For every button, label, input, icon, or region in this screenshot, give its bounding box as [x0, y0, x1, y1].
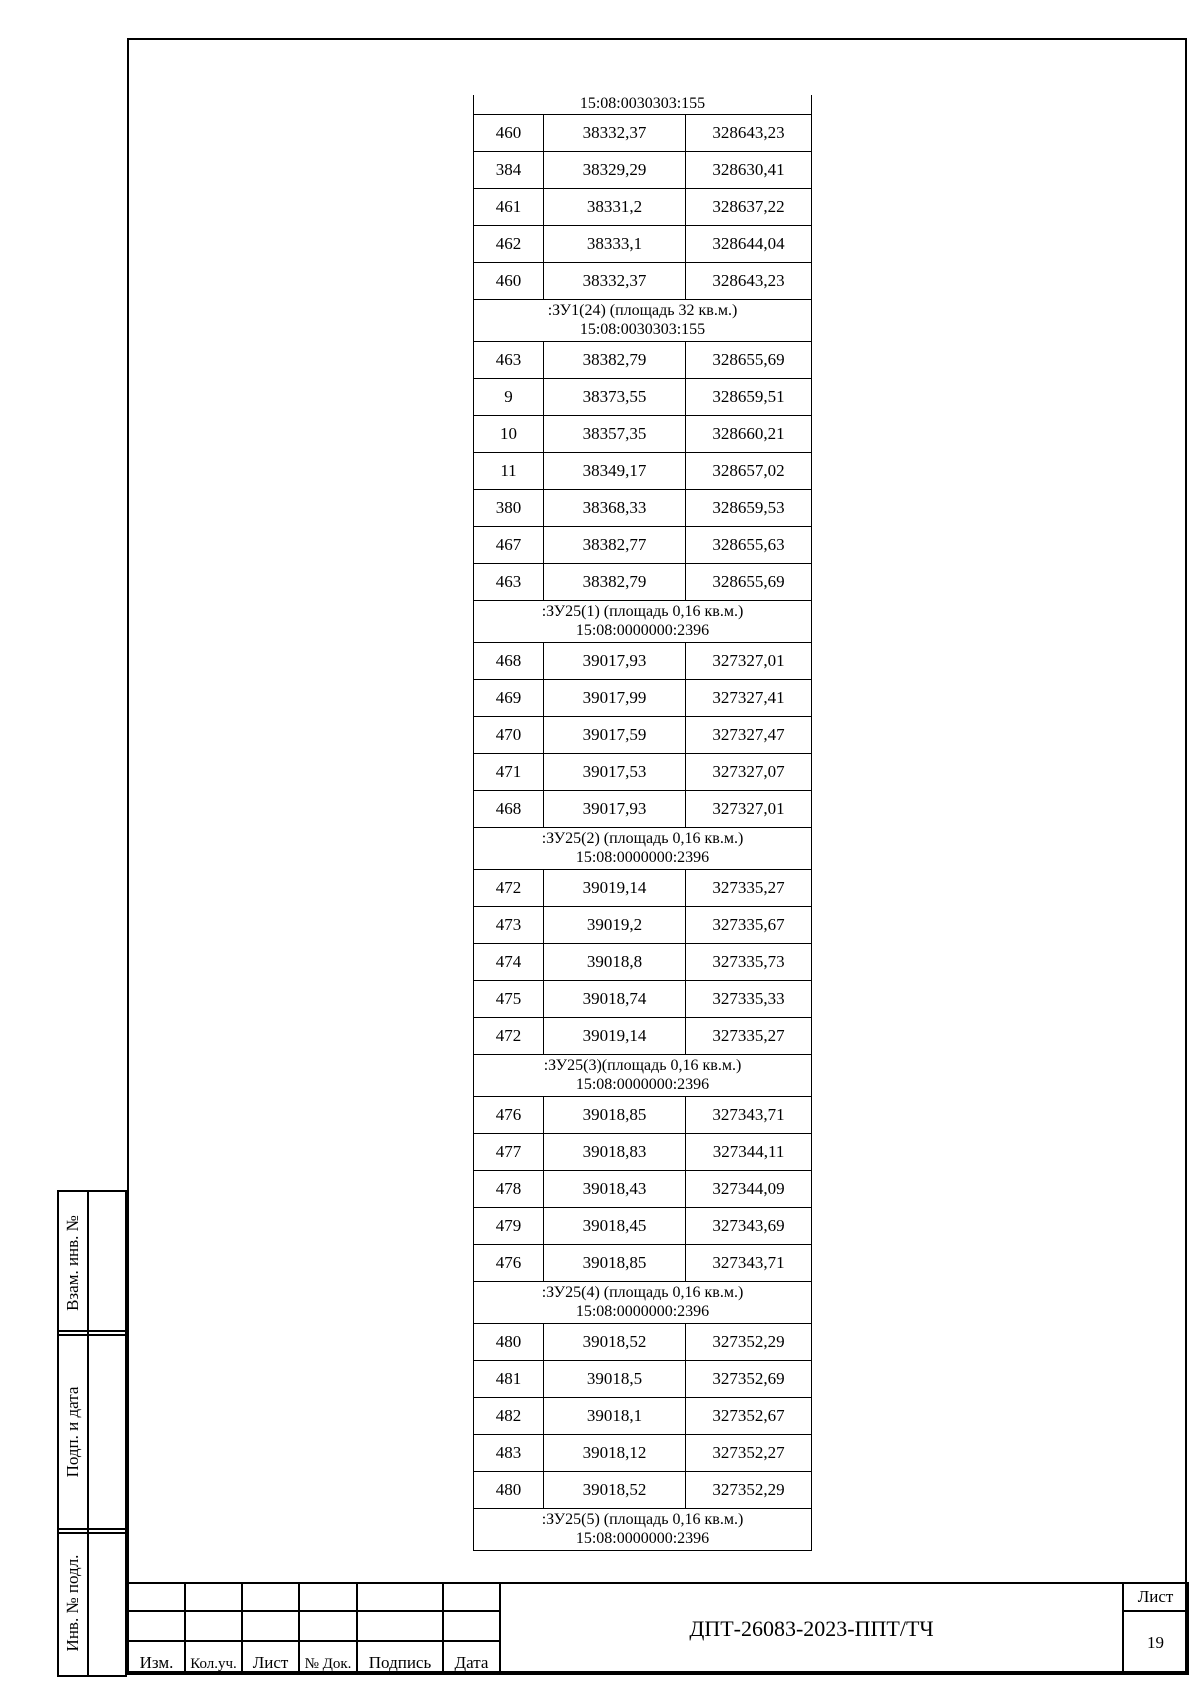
table-row: [474, 717, 812, 754]
section-header-row: [474, 828, 812, 870]
table-row: [474, 152, 812, 189]
coord-y: 327352,69: [686, 1361, 812, 1398]
table-row: [474, 1171, 812, 1208]
point-number: 476: [474, 1097, 544, 1134]
table-row: [474, 791, 812, 828]
section-header-row: [474, 1055, 812, 1097]
point-number: 460: [474, 115, 544, 152]
coord-y: 327327,41: [686, 680, 812, 717]
coord-x: 38329,29: [544, 152, 686, 189]
section-header-line: :ЗУ1(24) (площадь 32 кв.м.): [547, 302, 738, 319]
section-header: [474, 1282, 812, 1324]
coord-x: 39018,8: [544, 944, 686, 981]
table-row: [474, 342, 812, 379]
coord-x: 39017,99: [544, 680, 686, 717]
coord-x: 39019,14: [544, 870, 686, 907]
coord-y: 327352,67: [686, 1398, 812, 1435]
coord-y: 328643,23: [686, 115, 812, 152]
coord-y: 327352,29: [686, 1472, 812, 1509]
table-row: [474, 453, 812, 490]
section-header: [474, 1055, 812, 1097]
col-n-dok: № Док.: [299, 1641, 357, 1674]
table-row: [474, 1134, 812, 1171]
coord-x: 38332,37: [544, 263, 686, 300]
coord-x: 38373,55: [544, 379, 686, 416]
table-row: [474, 643, 812, 680]
coord-y: 327344,09: [686, 1171, 812, 1208]
section-header: [474, 1509, 812, 1551]
point-number: 462: [474, 226, 544, 263]
table-row: [474, 1398, 812, 1435]
point-number: 471: [474, 754, 544, 791]
point-number: 468: [474, 643, 544, 680]
inv-podl-label: Инв. № подл.: [63, 1554, 82, 1651]
point-number: 467: [474, 527, 544, 564]
section-header-line: 15:08:0000000:2396: [575, 1530, 710, 1547]
title-block: [127, 1582, 1189, 1675]
section-header-line: :ЗУ25(5) (площадь 0,16 кв.м.): [541, 1511, 744, 1528]
section-header: [474, 828, 812, 870]
coord-x: 38382,79: [544, 342, 686, 379]
coord-x: 39018,74: [544, 981, 686, 1018]
vzam-inv-label: Взам. инв. №: [63, 1215, 82, 1311]
coord-y: 327343,71: [686, 1097, 812, 1134]
coord-y: 328630,41: [686, 152, 812, 189]
coord-x: 38332,37: [544, 115, 686, 152]
coord-y: 328659,51: [686, 379, 812, 416]
coord-x: 39018,83: [544, 1134, 686, 1171]
table-row: [474, 944, 812, 981]
point-number: 473: [474, 907, 544, 944]
section-header-line: :ЗУ25(2) (площадь 0,16 кв.м.): [541, 830, 744, 847]
table-row: [474, 1097, 812, 1134]
col-list: Лист: [242, 1641, 299, 1674]
coord-y: 327335,67: [686, 907, 812, 944]
coord-y: 327335,73: [686, 944, 812, 981]
coord-x: 39017,93: [544, 791, 686, 828]
table-row: [474, 1208, 812, 1245]
table-row: [474, 1018, 812, 1055]
coord-y: 328655,69: [686, 342, 812, 379]
coord-x: 39017,93: [544, 643, 686, 680]
section-header-line: 15:08:0000000:2396: [575, 849, 710, 866]
coord-x: 38349,17: [544, 453, 686, 490]
col-kol-uch: Кол.уч.: [185, 1641, 242, 1674]
coord-x: 38368,33: [544, 490, 686, 527]
col-podpis: Подпись: [357, 1641, 443, 1674]
section-header: [474, 300, 812, 342]
point-number: 469: [474, 680, 544, 717]
coord-y: 327327,47: [686, 717, 812, 754]
point-number: 478: [474, 1171, 544, 1208]
coord-x: 39017,59: [544, 717, 686, 754]
section-header: [474, 601, 812, 643]
coord-y: 327352,29: [686, 1324, 812, 1361]
point-number: 468: [474, 791, 544, 828]
section-header-row: [474, 1282, 812, 1324]
section-header-row: [474, 95, 812, 115]
coord-x: 39018,52: [544, 1472, 686, 1509]
coord-y: 328643,23: [686, 263, 812, 300]
side-stamp-vzam: [57, 1190, 127, 1336]
col-data: Дата: [443, 1641, 500, 1674]
coord-y: 328637,22: [686, 189, 812, 226]
section-header-line: 15:08:0030303:155: [579, 95, 706, 112]
point-number: 9: [474, 379, 544, 416]
point-number: 470: [474, 717, 544, 754]
coord-y: 327335,27: [686, 870, 812, 907]
doc-number: ДПТ-26083-2023-ППТ/ТЧ: [689, 1615, 934, 1641]
table-row: [474, 226, 812, 263]
coord-y: 327343,69: [686, 1208, 812, 1245]
table-row: [474, 1245, 812, 1282]
table-row: [474, 189, 812, 226]
section-header-row: [474, 1509, 812, 1551]
coord-y: 327327,07: [686, 754, 812, 791]
coord-x: 39017,53: [544, 754, 686, 791]
coord-x: 38331,2: [544, 189, 686, 226]
point-number: 472: [474, 1018, 544, 1055]
point-number: 480: [474, 1472, 544, 1509]
sheet-label: Лист: [1123, 1583, 1188, 1611]
coord-y: 327327,01: [686, 643, 812, 680]
doc-number-cell: [500, 1583, 1123, 1674]
point-number: 384: [474, 152, 544, 189]
coord-x: 39019,2: [544, 907, 686, 944]
coord-x: 39018,1: [544, 1398, 686, 1435]
coord-x: 39018,12: [544, 1435, 686, 1472]
table-row: [474, 1435, 812, 1472]
coord-y: 327335,27: [686, 1018, 812, 1055]
coord-y: 327352,27: [686, 1435, 812, 1472]
coord-x: 39018,45: [544, 1208, 686, 1245]
section-header-line: 15:08:0000000:2396: [575, 1303, 710, 1320]
table-row: [474, 1361, 812, 1398]
coord-x: 38357,35: [544, 416, 686, 453]
point-number: 463: [474, 342, 544, 379]
point-number: 481: [474, 1361, 544, 1398]
section-header-line: :ЗУ25(3)(площадь 0,16 кв.м.): [543, 1057, 742, 1074]
col-izm: Изм.: [128, 1641, 185, 1674]
section-header-line: 15:08:0030303:155: [579, 321, 706, 338]
coord-x: 38382,77: [544, 527, 686, 564]
side-stamp-podp: [57, 1330, 127, 1534]
section-header: [474, 95, 812, 115]
coordinates-table: [473, 95, 812, 1551]
point-number: 476: [474, 1245, 544, 1282]
section-header-row: [474, 300, 812, 342]
table-row: [474, 527, 812, 564]
table-row: [474, 564, 812, 601]
point-number: 463: [474, 564, 544, 601]
coord-x: 38333,1: [544, 226, 686, 263]
coord-x: 39018,43: [544, 1171, 686, 1208]
coord-y: 327335,33: [686, 981, 812, 1018]
point-number: 475: [474, 981, 544, 1018]
section-header-row: [474, 601, 812, 643]
coord-x: 39018,52: [544, 1324, 686, 1361]
table-row: [474, 416, 812, 453]
point-number: 460: [474, 263, 544, 300]
point-number: 482: [474, 1398, 544, 1435]
point-number: 477: [474, 1134, 544, 1171]
table-row: [474, 490, 812, 527]
point-number: 380: [474, 490, 544, 527]
table-row: [474, 379, 812, 416]
side-stamp-inv: [57, 1528, 127, 1677]
coord-x: 39019,14: [544, 1018, 686, 1055]
podp-data-label: Подп. и дата: [63, 1386, 82, 1478]
coord-y: 328655,69: [686, 564, 812, 601]
section-header-line: :ЗУ25(4) (площадь 0,16 кв.м.): [541, 1284, 744, 1301]
table-row: [474, 907, 812, 944]
coord-y: 327344,11: [686, 1134, 812, 1171]
section-header-line: 15:08:0000000:2396: [575, 622, 710, 639]
coord-y: 327327,01: [686, 791, 812, 828]
table-row: [474, 1324, 812, 1361]
section-header-line: :ЗУ25(1) (площадь 0,16 кв.м.): [541, 603, 744, 620]
sheet-number: 19: [1123, 1611, 1188, 1674]
coord-y: 328655,63: [686, 527, 812, 564]
point-number: 461: [474, 189, 544, 226]
coord-x: 39018,85: [544, 1245, 686, 1282]
coord-x: 39018,5: [544, 1361, 686, 1398]
coord-x: 39018,85: [544, 1097, 686, 1134]
point-number: 480: [474, 1324, 544, 1361]
table-row: [474, 981, 812, 1018]
table-row: [474, 263, 812, 300]
section-header-line: 15:08:0000000:2396: [575, 1076, 710, 1093]
point-number: 483: [474, 1435, 544, 1472]
coord-y: 327343,71: [686, 1245, 812, 1282]
table-row: [474, 115, 812, 152]
point-number: 474: [474, 944, 544, 981]
point-number: 10: [474, 416, 544, 453]
coord-y: 328644,04: [686, 226, 812, 263]
table-row: [474, 1472, 812, 1509]
coord-y: 328657,02: [686, 453, 812, 490]
table-row: [474, 870, 812, 907]
coord-y: 328659,53: [686, 490, 812, 527]
table-row: [474, 754, 812, 791]
coord-x: 38382,79: [544, 564, 686, 601]
point-number: 479: [474, 1208, 544, 1245]
point-number: 11: [474, 453, 544, 490]
point-number: 472: [474, 870, 544, 907]
coord-y: 328660,21: [686, 416, 812, 453]
table-row: [474, 680, 812, 717]
